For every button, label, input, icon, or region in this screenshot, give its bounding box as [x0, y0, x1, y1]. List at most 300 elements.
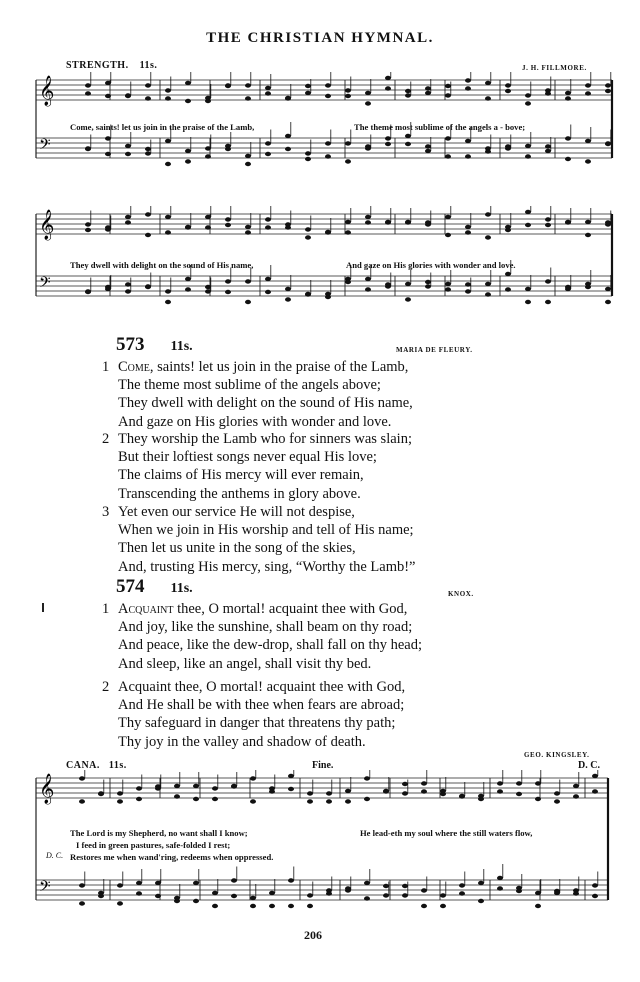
verse-line: The theme most sublime of the angels above; — [118, 377, 381, 394]
bass-note — [605, 287, 611, 291]
bass-note — [205, 289, 211, 293]
verse-line: They worship the Lamb who for sinners was slain; — [118, 431, 412, 447]
bass-note — [185, 159, 191, 163]
tune-lyric-line: The Lord is my Shepherd, no want shall I know; — [70, 828, 248, 838]
treble-note — [497, 781, 503, 785]
treble-note — [205, 215, 211, 219]
treble-note — [525, 101, 531, 105]
verse-line: thee, O mortal! acquaint thee with God, — [173, 601, 408, 617]
bass-note — [440, 904, 446, 908]
treble-note — [265, 217, 271, 221]
treble-note — [445, 93, 451, 97]
treble-note — [105, 94, 111, 98]
treble-note — [205, 225, 211, 229]
verse-line: And sleep, like an angel, shall visit thy bed. — [118, 655, 372, 672]
verse-line: Yet even our service He will not despise, — [118, 504, 355, 520]
bass-note — [136, 881, 142, 885]
bass-note — [265, 152, 271, 156]
bass-note — [535, 904, 541, 908]
bass-note — [155, 881, 161, 885]
treble-note — [265, 91, 271, 95]
bass-note — [565, 136, 571, 140]
bass-note — [445, 154, 451, 158]
bass-note — [445, 287, 451, 291]
bass-note — [125, 152, 131, 156]
treble-note — [245, 230, 251, 234]
treble-note — [565, 91, 571, 95]
bass-note — [245, 154, 251, 158]
verse-number: 2 — [102, 679, 110, 695]
treble-note — [225, 217, 231, 221]
bass-note — [535, 891, 541, 895]
treble-note — [325, 83, 331, 87]
bass-note — [385, 136, 391, 140]
treble-note — [185, 99, 191, 103]
bass-note — [345, 141, 351, 145]
bass-note — [265, 277, 271, 281]
treble-note — [554, 799, 560, 803]
bass-note — [125, 282, 131, 286]
tune-meter: 11s. — [108, 760, 127, 771]
treble-note — [485, 212, 491, 216]
treble-note — [585, 233, 591, 237]
bass-note — [205, 154, 211, 158]
treble-clef: 𝄞 — [39, 210, 55, 240]
bass-note — [505, 272, 511, 276]
treble-note — [535, 781, 541, 785]
tune-composer: GEO. KINGSLEY. — [524, 751, 590, 759]
bass-clef: 𝄢 — [39, 136, 51, 157]
treble-note — [525, 210, 531, 214]
bass-note — [385, 282, 391, 286]
treble-note — [364, 797, 370, 801]
treble-note — [405, 89, 411, 93]
treble-note — [79, 799, 85, 803]
treble-note — [305, 84, 311, 88]
treble-note — [554, 791, 560, 795]
treble-note — [525, 93, 531, 97]
bass-note — [231, 894, 237, 898]
tune-lyric-line: Come, saints! let us join in the praise of the Lamb, — [70, 122, 255, 132]
bass-note — [525, 287, 531, 291]
treble-note — [174, 784, 180, 788]
bass-note — [459, 891, 465, 895]
page-header: THE CHRISTIAN HYMNAL. — [206, 30, 434, 46]
treble-note — [288, 787, 294, 791]
treble-note — [269, 789, 275, 793]
treble-note — [405, 93, 411, 97]
verse-line: Thy safeguard in danger that threatens thy path; — [118, 715, 396, 732]
verse-first-word: Come, — [118, 359, 154, 375]
treble-note — [605, 220, 611, 224]
verse-line: When we join in His worship and tell of His name; — [118, 522, 414, 539]
treble-note — [85, 222, 91, 226]
treble-note — [105, 225, 111, 229]
bass-note — [383, 893, 389, 897]
music-system-3 — [0, 770, 640, 930]
bass-note — [79, 901, 85, 905]
dc-lyric-marker: D. C. — [46, 851, 64, 860]
bass-note — [225, 290, 231, 294]
bass-note — [365, 144, 371, 148]
treble-note — [525, 223, 531, 227]
treble-note — [465, 225, 471, 229]
treble-note — [225, 223, 231, 227]
dc-marking: D. C. — [578, 760, 600, 771]
bass-note — [145, 151, 151, 155]
tune-lyric-line: And gaze on His glories with wonder and love. — [346, 260, 516, 270]
bass-note — [325, 154, 331, 158]
treble-note — [85, 91, 91, 95]
treble-note — [385, 86, 391, 90]
bass-note — [365, 287, 371, 291]
treble-note — [125, 215, 131, 219]
tune-lyric-line: The theme most sublime of the angels a - bove; — [354, 122, 526, 132]
bass-note — [165, 289, 171, 293]
bass-note — [402, 893, 408, 897]
hymn-author: KNOX. — [448, 590, 474, 598]
bass-note — [478, 881, 484, 885]
bass-note — [174, 899, 180, 903]
bass-clef: 𝄢 — [39, 274, 51, 295]
treble-note — [165, 88, 171, 92]
treble-note — [285, 96, 291, 100]
treble-note — [421, 789, 427, 793]
bass-note — [445, 136, 451, 140]
bass-note — [205, 285, 211, 289]
bass-note — [485, 292, 491, 296]
treble-note — [605, 89, 611, 93]
treble-note — [485, 96, 491, 100]
treble-note — [365, 101, 371, 105]
treble-note — [165, 215, 171, 219]
treble-note — [345, 220, 351, 224]
treble-note — [117, 791, 123, 795]
treble-note — [585, 220, 591, 224]
verse-line: And peace, like the dew-drop, shall fall on thy head; — [118, 637, 422, 654]
music-system-1 — [0, 72, 640, 202]
treble-note — [326, 791, 332, 795]
treble-note — [125, 94, 131, 98]
bass-note — [165, 162, 171, 166]
treble-note — [440, 792, 446, 796]
bass-note — [364, 896, 370, 900]
treble-note — [305, 235, 311, 239]
treble-note — [383, 789, 389, 793]
bass-note — [185, 287, 191, 291]
bass-note — [554, 889, 560, 893]
hymn-verse — [102, 503, 416, 576]
bass-note — [545, 144, 551, 148]
treble-note — [98, 792, 104, 796]
bass-note — [165, 139, 171, 143]
bass-note — [425, 144, 431, 148]
tune-lyric-line: He lead-eth my soul where the still waters flow, — [360, 828, 533, 838]
treble-note — [565, 220, 571, 224]
treble-note — [364, 776, 370, 780]
hymn-verse — [102, 358, 413, 431]
treble-note — [465, 86, 471, 90]
bass-note — [459, 883, 465, 887]
treble-note — [516, 792, 522, 796]
bass-note — [465, 154, 471, 158]
tune-composer: J. H. FILLMORE. — [522, 64, 587, 72]
bass-note — [225, 147, 231, 151]
bass-note — [185, 277, 191, 281]
bass-note — [402, 884, 408, 888]
treble-note — [245, 96, 251, 100]
bass-note — [585, 285, 591, 289]
treble-note — [405, 220, 411, 224]
bass-note — [525, 144, 531, 148]
bass-note — [145, 285, 151, 289]
treble-note — [345, 799, 351, 803]
treble-note — [365, 215, 371, 219]
hymn-verse — [102, 678, 405, 751]
hymn-author: MARIA DE FLEURY. — [396, 346, 473, 354]
treble-note — [465, 78, 471, 82]
tune-name: STRENGTH. — [66, 60, 129, 71]
bass-note — [105, 152, 111, 156]
treble-note — [459, 794, 465, 798]
verse-line: And, trusting His mercy, sing, “Worthy the Lamb!” — [118, 558, 416, 575]
treble-note — [345, 94, 351, 98]
treble-note — [136, 786, 142, 790]
treble-note — [288, 774, 294, 778]
bass-note — [525, 154, 531, 158]
bass-note — [307, 904, 313, 908]
treble-note — [250, 799, 256, 803]
bass-note — [250, 896, 256, 900]
bass-note — [465, 139, 471, 143]
bass-note — [421, 904, 427, 908]
treble-note — [345, 88, 351, 92]
treble-note — [85, 228, 91, 232]
hymn-verse — [102, 430, 412, 503]
verse-line: Then let us unite in the song of the skies, — [118, 540, 356, 557]
hymn-number: 573 — [116, 334, 145, 355]
bass-note — [125, 144, 131, 148]
treble-note — [445, 233, 451, 237]
bass-note — [85, 290, 91, 294]
music-system-2 — [0, 206, 640, 336]
bass-note — [425, 284, 431, 288]
bass-note — [212, 891, 218, 895]
bass-note — [117, 883, 123, 887]
print-mark — [42, 603, 44, 612]
bass-note — [105, 285, 111, 289]
bass-note — [265, 290, 271, 294]
bass-note — [155, 894, 161, 898]
bass-note — [525, 300, 531, 304]
bass-note — [425, 149, 431, 153]
treble-note — [145, 233, 151, 237]
bass-note — [345, 886, 351, 890]
bass-note — [105, 136, 111, 140]
bass-note — [117, 901, 123, 905]
treble-note — [165, 230, 171, 234]
treble-note — [585, 91, 591, 95]
treble-note — [478, 797, 484, 801]
bass-note — [285, 134, 291, 138]
bass-note — [305, 292, 311, 296]
verse-line: But their loftiest songs never equal His love; — [118, 449, 377, 466]
treble-note — [445, 84, 451, 88]
bass-note — [545, 300, 551, 304]
bass-note — [193, 881, 199, 885]
hymn-number-line — [116, 334, 193, 356]
treble-note — [402, 791, 408, 795]
bass-note — [405, 282, 411, 286]
treble-note — [117, 799, 123, 803]
bass-note — [285, 297, 291, 301]
bass-note — [205, 146, 211, 150]
treble-note — [307, 799, 313, 803]
bass-note — [364, 881, 370, 885]
treble-note — [136, 797, 142, 801]
treble-note — [326, 799, 332, 803]
bass-note — [405, 297, 411, 301]
treble-note — [545, 217, 551, 221]
treble-note — [85, 83, 91, 87]
bass-note — [98, 894, 104, 898]
bass-note — [285, 287, 291, 291]
treble-note — [165, 96, 171, 100]
hymn-number-line — [116, 576, 193, 598]
treble-note — [245, 225, 251, 229]
treble-note — [402, 782, 408, 786]
bass-note — [545, 279, 551, 283]
treble-note — [325, 94, 331, 98]
verse-number: 3 — [102, 504, 110, 520]
treble-note — [385, 76, 391, 80]
verse-line: The claims of His mercy will ever remain, — [118, 467, 364, 484]
verse-number: 1 — [102, 601, 110, 617]
bass-note — [269, 891, 275, 895]
treble-note — [307, 791, 313, 795]
verse-line: They dwell with delight on the sound of His name, — [118, 395, 413, 412]
bass-note — [485, 149, 491, 153]
tune-name: CANA. — [66, 760, 100, 771]
treble-note — [285, 225, 291, 229]
treble-note — [505, 228, 511, 232]
tune-meter: 11s. — [139, 60, 158, 71]
bass-note — [585, 139, 591, 143]
bass-note — [136, 891, 142, 895]
treble-note — [305, 227, 311, 231]
treble-note — [185, 81, 191, 85]
verse-line: Transcending the anthems in glory above. — [118, 485, 361, 502]
treble-note — [445, 215, 451, 219]
tune-lyric-line: I feed in green pastures, safe-folded I rest; — [76, 840, 231, 850]
bass-note — [485, 282, 491, 286]
bass-note — [193, 899, 199, 903]
treble-note — [365, 91, 371, 95]
bass-note — [165, 300, 171, 304]
bass-note — [305, 151, 311, 155]
treble-note — [250, 776, 256, 780]
bass-note — [231, 878, 237, 882]
treble-note — [212, 786, 218, 790]
bass-note — [307, 893, 313, 897]
treble-note — [545, 91, 551, 95]
treble-note — [485, 235, 491, 239]
verse-line: saints! let us join in the praise of the Lamb, — [153, 359, 409, 375]
treble-note — [365, 220, 371, 224]
bass-note — [565, 285, 571, 289]
treble-note — [155, 784, 161, 788]
bass-note — [445, 282, 451, 286]
bass-note — [385, 142, 391, 146]
hymn-meter: 11s. — [170, 581, 193, 596]
bass-note — [125, 289, 131, 293]
hymn-number: 574 — [116, 576, 145, 597]
bass-note — [465, 289, 471, 293]
treble-note — [245, 83, 251, 87]
bass-note — [79, 883, 85, 887]
treble-note — [425, 91, 431, 95]
treble-note — [421, 781, 427, 785]
tune-lyric-line: They dwell with delight on the sound of His name, — [70, 260, 254, 270]
bass-note — [265, 141, 271, 145]
bass-note — [285, 147, 291, 151]
bass-note — [585, 159, 591, 163]
bass-note — [326, 891, 332, 895]
bass-note — [185, 149, 191, 153]
treble-note — [105, 81, 111, 85]
bass-note — [405, 142, 411, 146]
treble-note — [385, 220, 391, 224]
treble-note — [193, 797, 199, 801]
verse-first-word: Acquaint — [118, 601, 174, 617]
treble-note — [205, 99, 211, 103]
verse-number: 1 — [102, 359, 110, 375]
bass-note — [225, 279, 231, 283]
bass-note — [592, 894, 598, 898]
bass-note — [440, 893, 446, 897]
treble-note — [505, 89, 511, 93]
treble-note — [225, 84, 231, 88]
hymn-meter: 11s. — [170, 339, 193, 354]
treble-note — [193, 784, 199, 788]
bass-note — [345, 280, 351, 284]
treble-note — [212, 797, 218, 801]
bass-note — [325, 295, 331, 299]
tune-lyric-line: Restores me when wand'ring, redeems when oppressed. — [70, 852, 274, 862]
bass-note — [250, 904, 256, 908]
bass-note — [478, 899, 484, 903]
fine-marking: Fine. — [312, 760, 334, 771]
treble-note — [265, 86, 271, 90]
treble-note — [465, 230, 471, 234]
treble-note — [516, 781, 522, 785]
bass-note — [545, 149, 551, 153]
bass-note — [269, 904, 275, 908]
treble-note — [174, 794, 180, 798]
treble-note — [265, 225, 271, 229]
bass-note — [365, 277, 371, 281]
verse-line: And joy, like the sunshine, shall beam on thy road; — [118, 619, 413, 636]
treble-note — [345, 230, 351, 234]
treble-clef: 𝄞 — [39, 76, 55, 106]
bass-note — [605, 142, 611, 146]
treble-note — [573, 794, 579, 798]
bass-note — [497, 876, 503, 880]
treble-note — [79, 776, 85, 780]
treble-note — [535, 797, 541, 801]
bass-note — [565, 157, 571, 161]
treble-note — [425, 86, 431, 90]
